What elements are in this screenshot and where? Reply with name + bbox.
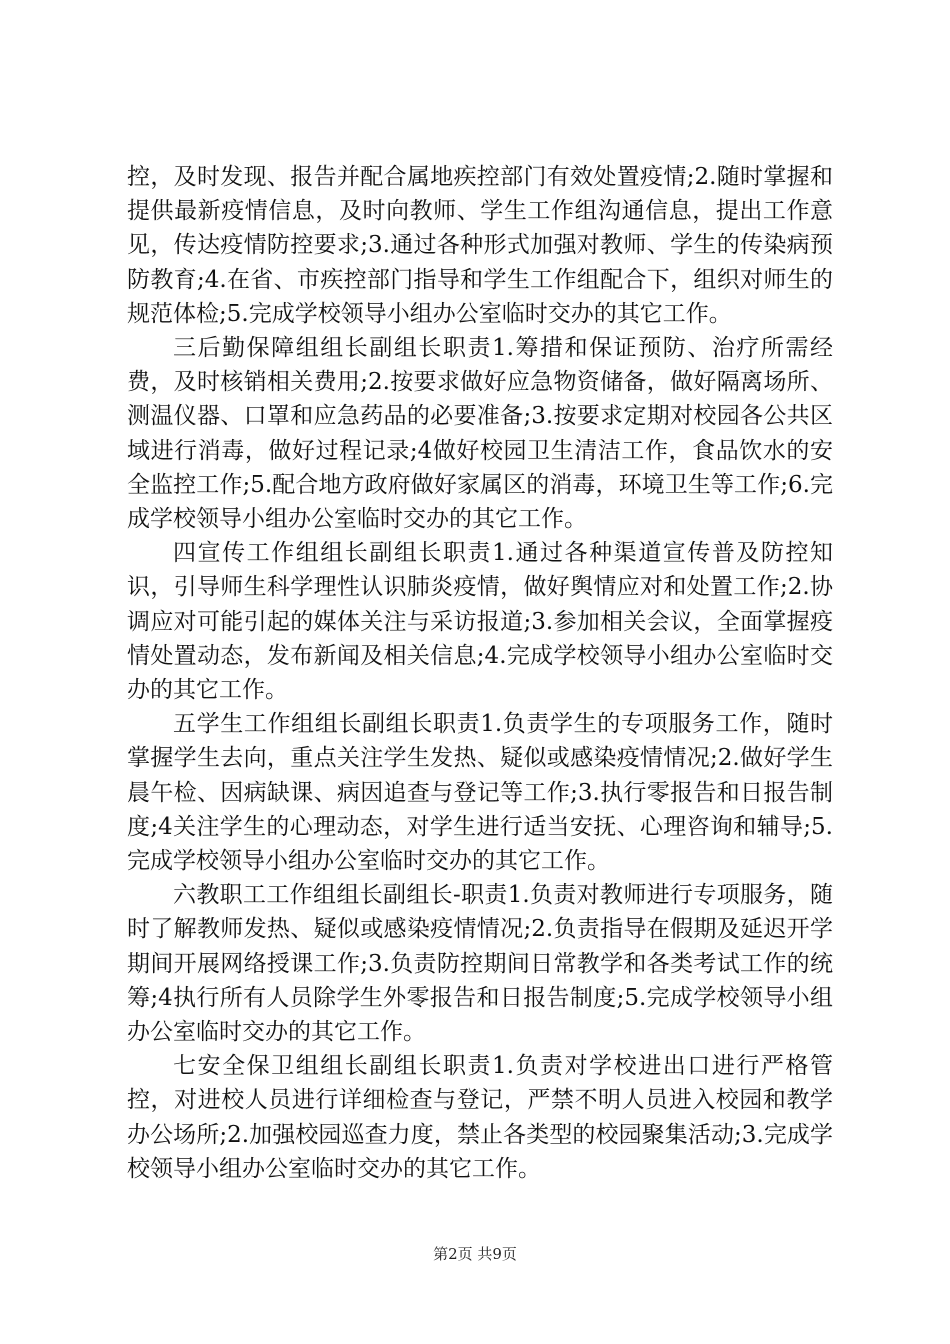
body-text xyxy=(127,160,833,1186)
paragraph-student-group: 五学生工作组组长副组长职责1.负责学生的专项服务工作，随时掌握学生去向，重点关注学生发热、疑似或感染疫情情况;2.做好学生晨午检、因病缺课、病因追查与登记等工作;3.执行零报告和日报告制度;4关注学生的心理动态，对学生进行适当安抚、心理咨询和辅导;5.完成学校领导小组办公室临时交办的其它工作。 xyxy=(127,711,833,875)
paragraph-staff-group: 六教职工工作组组长副组长-职责1.负责对教师进行专项服务，随时了解教师发热、疑似或感染疫情情况;2.负责指导在假期及延迟开学期间开展网络授课工作;3.负责防控期间日常教学和各类考试工作的统筹;4执行所有人员除学生外零报告和日报告制度;5.完成学校领导小组办公室临时交办的其它工作。 xyxy=(127,882,833,1046)
paragraph-logistics-group: 三后勤保障组组长副组长职责1.筹措和保证预防、治疗所需经费，及时核销相关费用;2.按要求做好应急物资储备，做好隔离场所、测温仪器、口罩和应急药品的必要准备;3.按要求定期对校园各公共区域进行消毒，做好过程记录;4做好校园卫生清洁工作，食品饮水的安全监控工作;5.配合地方政府做好家属区的消毒，环境卫生等工作;6.完成学校领导小组办公室临时交办的其它工作。 xyxy=(127,335,833,533)
page-footer: 第2页 共9页 xyxy=(433,1245,517,1263)
paragraph-publicity-group: 四宣传工作组组长副组长职责1.通过各种渠道宣传普及防控知识，引导师生科学理性认识肺炎疫情，做好舆情应对和处置工作;2.协调应对可能引起的媒体关注与采访报道;3.参加相关会议，全面掌握疫情处置动态，发布新闻及相关信息;4.完成学校领导小组办公室临时交办的其它工作。 xyxy=(127,540,833,704)
paragraph-medical-duties-continued: 控，及时发现、报告并配合属地疾控部门有效处置疫情;2.随时掌握和提供最新疫情信息，及时向教师、学生工作组沟通信息，提出工作意见，传达疫情防控要求;3.通过各种形式加强对教师、学生的传染病预防教育;4.在省、市疾控部门指导和学生工作组配合下，组织对师生的规范体检;5.完成学校领导小组办公室临时交办的其它工作。 xyxy=(127,164,833,327)
paragraph-security-group: 七安全保卫组组长副组长职责1.负责对学校进出口进行严格管控，对进校人员进行详细检查与登记，严禁不明人员进入校园和教学办公场所;2.加强校园巡查力度，禁止各类型的校园聚集活动;3.完成学校领导小组办公室临时交办的其它工作。 xyxy=(127,1053,833,1182)
